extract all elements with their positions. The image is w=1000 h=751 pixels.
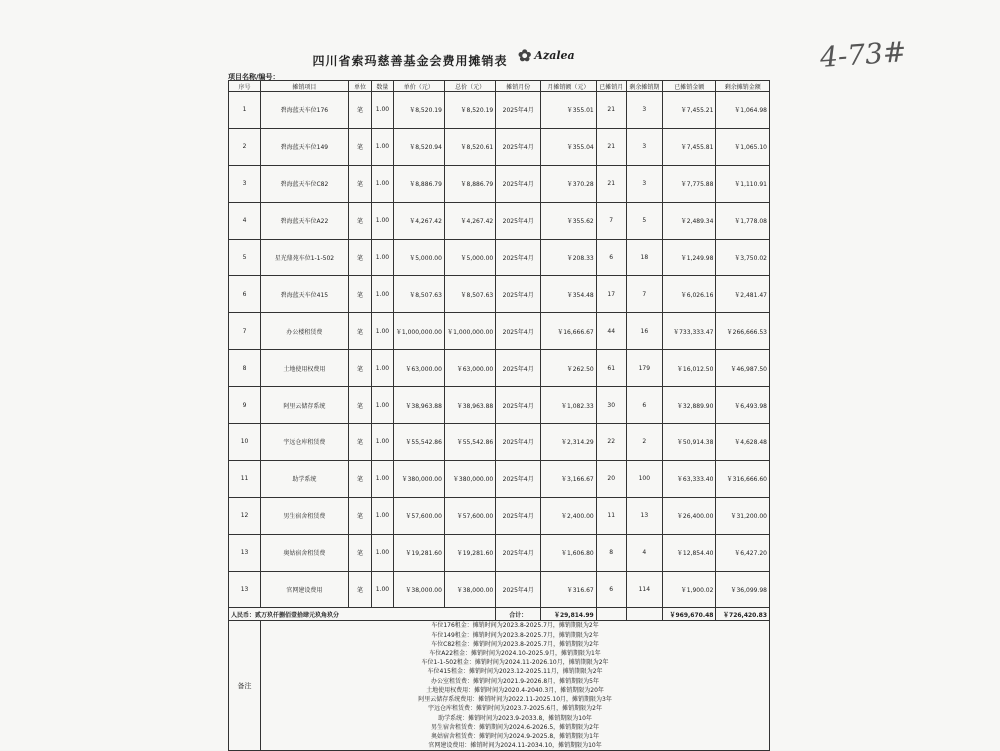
table-cell: ￥2,489.34 (663, 202, 716, 239)
table-cell: 5 (229, 239, 261, 276)
table-cell: 100 (626, 460, 662, 497)
remark-line: 官网建设费用：摊销时间为2024.11-2034.10，摊销期限为10年 (428, 742, 602, 750)
table-cell: 2025年4月 (496, 350, 541, 387)
table-cell: 1.00 (372, 571, 393, 608)
table-cell: 碧海蓝天车位C82 (261, 165, 349, 202)
remarks-label: 备注 (229, 621, 261, 751)
document-title: 四川省索玛慈善基金会费用摊销表 (312, 54, 508, 68)
table-cell: ￥1,110.91 (716, 165, 770, 202)
amount-in-words: 人民币：贰万玖仟捌佰壹拾肆元玖角玖分 (229, 608, 496, 621)
table-cell: ￥16,012.50 (663, 350, 716, 387)
table-cell: 2025年4月 (496, 165, 541, 202)
table-cell: 星光鼎苑车位1-1-502 (261, 239, 349, 276)
table-cell: 笔 (348, 497, 372, 534)
table-cell: ￥19,281.60 (393, 534, 444, 571)
table-cell: ￥38,963.88 (444, 387, 495, 424)
table-cell: 碧海蓝天车位415 (261, 276, 349, 313)
table-cell: 2025年4月 (496, 534, 541, 571)
table-cell: 3 (229, 165, 261, 202)
table-cell: 1.00 (372, 276, 393, 313)
remaining-total: ￥726,420.83 (716, 608, 770, 621)
table-cell: 12 (229, 497, 261, 534)
table-cell: ￥8,520.61 (444, 128, 495, 165)
table-cell: ￥2,314.29 (541, 424, 597, 461)
table-cell: ￥1,065.10 (716, 128, 770, 165)
table-cell: 2025年4月 (496, 313, 541, 350)
table-cell: 11 (596, 497, 626, 534)
table-cell: 2025年4月 (496, 387, 541, 424)
table-cell: 官网建设费用 (261, 571, 349, 608)
table-cell: ￥31,200.00 (716, 497, 770, 534)
table-cell: 6 (596, 239, 626, 276)
header-cell: 月摊销额（元） (541, 81, 597, 92)
table-cell: ￥6,493.98 (716, 387, 770, 424)
header-cell: 数量 (372, 81, 393, 92)
table-cell: ￥380,000.00 (444, 460, 495, 497)
table-cell: ￥26,400.00 (663, 497, 716, 534)
empty-cell (626, 608, 662, 621)
remarks-row (229, 621, 770, 751)
table-cell: 碧海蓝天车位149 (261, 128, 349, 165)
project-label: 项目名称/编号： (228, 73, 280, 81)
table-cell: ￥733,333.47 (663, 313, 716, 350)
table-cell: 笔 (348, 571, 372, 608)
table-cell: ￥7,455.21 (663, 92, 716, 129)
remark-line: 车位A22租金：摊销时间为2024.10-2025.9月，摊销期限为1年 (429, 650, 601, 658)
table-cell: ￥3,750.02 (716, 239, 770, 276)
table-cell: 179 (626, 350, 662, 387)
table-cell: ￥63,000.00 (393, 350, 444, 387)
table-cell: 笔 (348, 387, 372, 424)
table-row (229, 387, 770, 424)
table-cell: 3 (626, 165, 662, 202)
table-cell: 笔 (348, 239, 372, 276)
table-cell: ￥55,542.86 (444, 424, 495, 461)
table-cell: ￥8,520.19 (444, 92, 495, 129)
table-row (229, 276, 770, 313)
header-cell: 总价（元） (444, 81, 495, 92)
table-cell: ￥1,082.33 (541, 387, 597, 424)
table-cell: ￥354.48 (541, 276, 597, 313)
table-cell: 2025年4月 (496, 239, 541, 276)
table-cell: 8 (229, 350, 261, 387)
remark-line: 奥姑宿舍租赁费：摊销时间为2024.9-2025.8，摊销期限为1年 (431, 732, 600, 740)
total-label: 合计： (496, 608, 541, 621)
handwritten-note: 4-73# (818, 35, 908, 74)
table-row (229, 313, 770, 350)
table-cell: ￥4,628.48 (716, 424, 770, 461)
table-cell: 笔 (348, 165, 372, 202)
table-cell: 1.00 (372, 165, 393, 202)
table-cell: 11 (229, 460, 261, 497)
table-cell: 20 (596, 460, 626, 497)
remark-line: 宇远仓库租赁费：摊销时间为2023.7-2025.6月，摊销期限为2年 (428, 705, 603, 713)
table-cell: 男生宿舍租赁费 (261, 497, 349, 534)
table-cell: 1.00 (372, 202, 393, 239)
table-cell: 13 (626, 497, 662, 534)
table-cell: ￥4,267.42 (393, 202, 444, 239)
remark-line: 车位1-1-502租金：摊销时间为2024.11-2026.10月，摊销期限为2年 (421, 659, 609, 667)
table-cell: ￥6,427.20 (716, 534, 770, 571)
remark-line: 助学系统：摊销时间为2023.9-2033.8，摊销期限为10年 (438, 714, 592, 722)
table-row (229, 497, 770, 534)
flower-icon: ✿ (518, 46, 532, 65)
table-row (229, 534, 770, 571)
table-cell: 3 (626, 128, 662, 165)
table-cell: 61 (596, 350, 626, 387)
header-cell: 单价（元） (393, 81, 444, 92)
table-cell: ￥355.04 (541, 128, 597, 165)
table-row (229, 202, 770, 239)
table-cell: ￥1,606.80 (541, 534, 597, 571)
table-cell: ￥8,886.79 (393, 165, 444, 202)
azalea-logo (518, 46, 575, 65)
table-cell: 3 (626, 92, 662, 129)
empty-cell (596, 608, 626, 621)
table-cell: 笔 (348, 128, 372, 165)
remark-line: 车位415租金：摊销时间为2023.12-2025.11月，摊销期限为2年 (427, 668, 603, 676)
table-cell: 16 (626, 313, 662, 350)
table-cell: 笔 (348, 92, 372, 129)
header-cell: 序号 (229, 81, 261, 92)
table-cell: ￥2,481.47 (716, 276, 770, 313)
table-cell: 21 (596, 92, 626, 129)
table-cell: ￥8,520.94 (393, 128, 444, 165)
table-cell: 碧海蓝天车位A22 (261, 202, 349, 239)
table-cell: ￥355.01 (541, 92, 597, 129)
table-cell: ￥6,026.16 (663, 276, 716, 313)
table-cell: 21 (596, 165, 626, 202)
table-cell: 办公楼租赁费 (261, 313, 349, 350)
table-cell: 1.00 (372, 128, 393, 165)
table-cell: ￥55,542.86 (393, 424, 444, 461)
table-cell: 4 (626, 534, 662, 571)
table-cell: 6 (596, 571, 626, 608)
table-cell: ￥38,000.00 (444, 571, 495, 608)
table-cell: ￥262.50 (541, 350, 597, 387)
table-cell: 宇远仓库租赁费 (261, 424, 349, 461)
table-cell: 18 (626, 239, 662, 276)
table-cell: ￥3,166.67 (541, 460, 597, 497)
table-cell: 1.00 (372, 92, 393, 129)
header-cell: 摊销项目 (261, 81, 349, 92)
table-cell: 笔 (348, 534, 372, 571)
table-cell: 22 (596, 424, 626, 461)
table-cell: 21 (596, 128, 626, 165)
amortization-table (228, 80, 770, 751)
table-cell: 9 (229, 387, 261, 424)
table-cell: ￥316,666.60 (716, 460, 770, 497)
table-cell: ￥63,333.40 (663, 460, 716, 497)
remarks-cell (261, 621, 770, 751)
header-cell: 已摊销月 (596, 81, 626, 92)
remark-line: 男生宿舍租赁费：摊销期间为2024.6-2026.5，摊销期限为2年 (431, 723, 600, 731)
table-cell: ￥50,914.38 (663, 424, 716, 461)
header-cell: 剩余摊销期 (626, 81, 662, 92)
logo-text: Azalea (534, 49, 575, 62)
table-cell: 6 (626, 387, 662, 424)
table-cell: 8 (596, 534, 626, 571)
table-cell: 碧海蓝天车位176 (261, 92, 349, 129)
total-row (229, 608, 770, 621)
table-cell: 1.00 (372, 387, 393, 424)
table-row (229, 165, 770, 202)
table-cell: ￥19,281.60 (444, 534, 495, 571)
table-cell: ￥1,064.98 (716, 92, 770, 129)
table-cell: ￥38,000.00 (393, 571, 444, 608)
table-cell: 17 (596, 276, 626, 313)
table-cell: 1.00 (372, 313, 393, 350)
header-cell: 摊销月份 (496, 81, 541, 92)
table-cell: ￥63,000.00 (444, 350, 495, 387)
table-cell: 2025年4月 (496, 128, 541, 165)
remark-line: 办公室租赁费：摊销时间为2021.9-2026.8月，摊销期限为5年 (431, 677, 600, 685)
table-cell: 笔 (348, 424, 372, 461)
table-cell: 笔 (348, 350, 372, 387)
table-cell: ￥8,520.19 (393, 92, 444, 129)
monthly-total: ￥29,814.99 (541, 608, 597, 621)
table-cell: ￥1,000,000.00 (444, 313, 495, 350)
table-cell: ￥370.28 (541, 165, 597, 202)
table-row (229, 460, 770, 497)
table-cell: 笔 (348, 276, 372, 313)
table-cell: 114 (626, 571, 662, 608)
table-cell: 2025年4月 (496, 276, 541, 313)
table-cell: ￥7,455.81 (663, 128, 716, 165)
table-cell: 笔 (348, 460, 372, 497)
table-row (229, 571, 770, 608)
table-cell: 6 (229, 276, 261, 313)
table-cell: 1.00 (372, 239, 393, 276)
table-cell: ￥2,400.00 (541, 497, 597, 534)
remark-line: 车位C82租金：摊销时间为2023.8-2025.7月，摊销期限为2年 (431, 640, 599, 648)
table-cell: ￥8,507.63 (444, 276, 495, 313)
table-cell: 1.00 (372, 424, 393, 461)
table-row (229, 92, 770, 129)
table-cell: ￥12,854.40 (663, 534, 716, 571)
table-cell: ￥38,963.88 (393, 387, 444, 424)
table-cell: ￥8,507.63 (393, 276, 444, 313)
table-cell: 笔 (348, 313, 372, 350)
table-cell: ￥4,267.42 (444, 202, 495, 239)
table-cell: 7 (229, 313, 261, 350)
table-cell: ￥7,775.88 (663, 165, 716, 202)
table-cell: ￥32,889.90 (663, 387, 716, 424)
table-header-row (229, 81, 770, 92)
table-cell: ￥1,000,000.00 (393, 313, 444, 350)
table-cell: 1.00 (372, 460, 393, 497)
table-cell: 2025年4月 (496, 92, 541, 129)
table-cell: ￥8,886.79 (444, 165, 495, 202)
table-cell: ￥380,000.00 (393, 460, 444, 497)
remark-line: 阿里云储存系统费用：摊销时间为2022.11-2025.10月，摊销期限为3年 (418, 696, 612, 704)
table-cell: 笔 (348, 202, 372, 239)
table-cell: ￥266,666.53 (716, 313, 770, 350)
table-cell: 助学系统 (261, 460, 349, 497)
table-cell: 土地使用权费用 (261, 350, 349, 387)
table-cell: 30 (596, 387, 626, 424)
table-cell: 1.00 (372, 497, 393, 534)
table-cell: ￥5,000.00 (444, 239, 495, 276)
header-cell: 已摊销金额 (663, 81, 716, 92)
remark-line: 车位149租金：摊销时间为2023.8-2025.7月，摊销期限为2年 (431, 631, 599, 639)
table-row (229, 350, 770, 387)
table-cell: 阿里云储存系统 (261, 387, 349, 424)
table-cell: ￥1,900.02 (663, 571, 716, 608)
table-row (229, 128, 770, 165)
table-cell: 13 (229, 534, 261, 571)
amortized-total: ￥969,670.48 (663, 608, 716, 621)
table-cell: ￥1,249.98 (663, 239, 716, 276)
table-cell: ￥57,600.00 (444, 497, 495, 534)
table-cell: ￥208.33 (541, 239, 597, 276)
table-cell: ￥57,600.00 (393, 497, 444, 534)
table-cell: 13 (229, 571, 261, 608)
table-cell: ￥46,987.50 (716, 350, 770, 387)
table-cell: 7 (626, 276, 662, 313)
table-cell: 2 (626, 424, 662, 461)
table-row (229, 424, 770, 461)
table-cell: 2025年4月 (496, 571, 541, 608)
table-cell: 5 (626, 202, 662, 239)
table-cell: 10 (229, 424, 261, 461)
table-cell: 1.00 (372, 534, 393, 571)
header-cell: 剩余摊销金额 (716, 81, 770, 92)
remark-line: 车位176租金：摊销时间为2023.8-2025.7月，摊销期限为2年 (431, 622, 599, 630)
table-cell: 2025年4月 (496, 497, 541, 534)
table-cell: ￥1,778.08 (716, 202, 770, 239)
table-cell: 1 (229, 92, 261, 129)
header-cell: 单位 (348, 81, 372, 92)
table-cell: 2025年4月 (496, 424, 541, 461)
table-cell: 2025年4月 (496, 202, 541, 239)
table-cell: ￥36,099.98 (716, 571, 770, 608)
table-cell: 44 (596, 313, 626, 350)
table-cell: ￥5,000.00 (393, 239, 444, 276)
table-cell: 2 (229, 128, 261, 165)
table-cell: 1.00 (372, 350, 393, 387)
table-cell: 4 (229, 202, 261, 239)
remark-line: 土地使用权费用：摊销时间为2020.4-2040.3月，摊销期限为20年 (426, 686, 604, 694)
table-cell: 2025年4月 (496, 460, 541, 497)
table-cell: ￥16,666.67 (541, 313, 597, 350)
table-cell: ￥355.62 (541, 202, 597, 239)
table-cell: ￥316.67 (541, 571, 597, 608)
table-cell: 奥姑宿舍租赁费 (261, 534, 349, 571)
table-cell: 7 (596, 202, 626, 239)
table-row (229, 239, 770, 276)
